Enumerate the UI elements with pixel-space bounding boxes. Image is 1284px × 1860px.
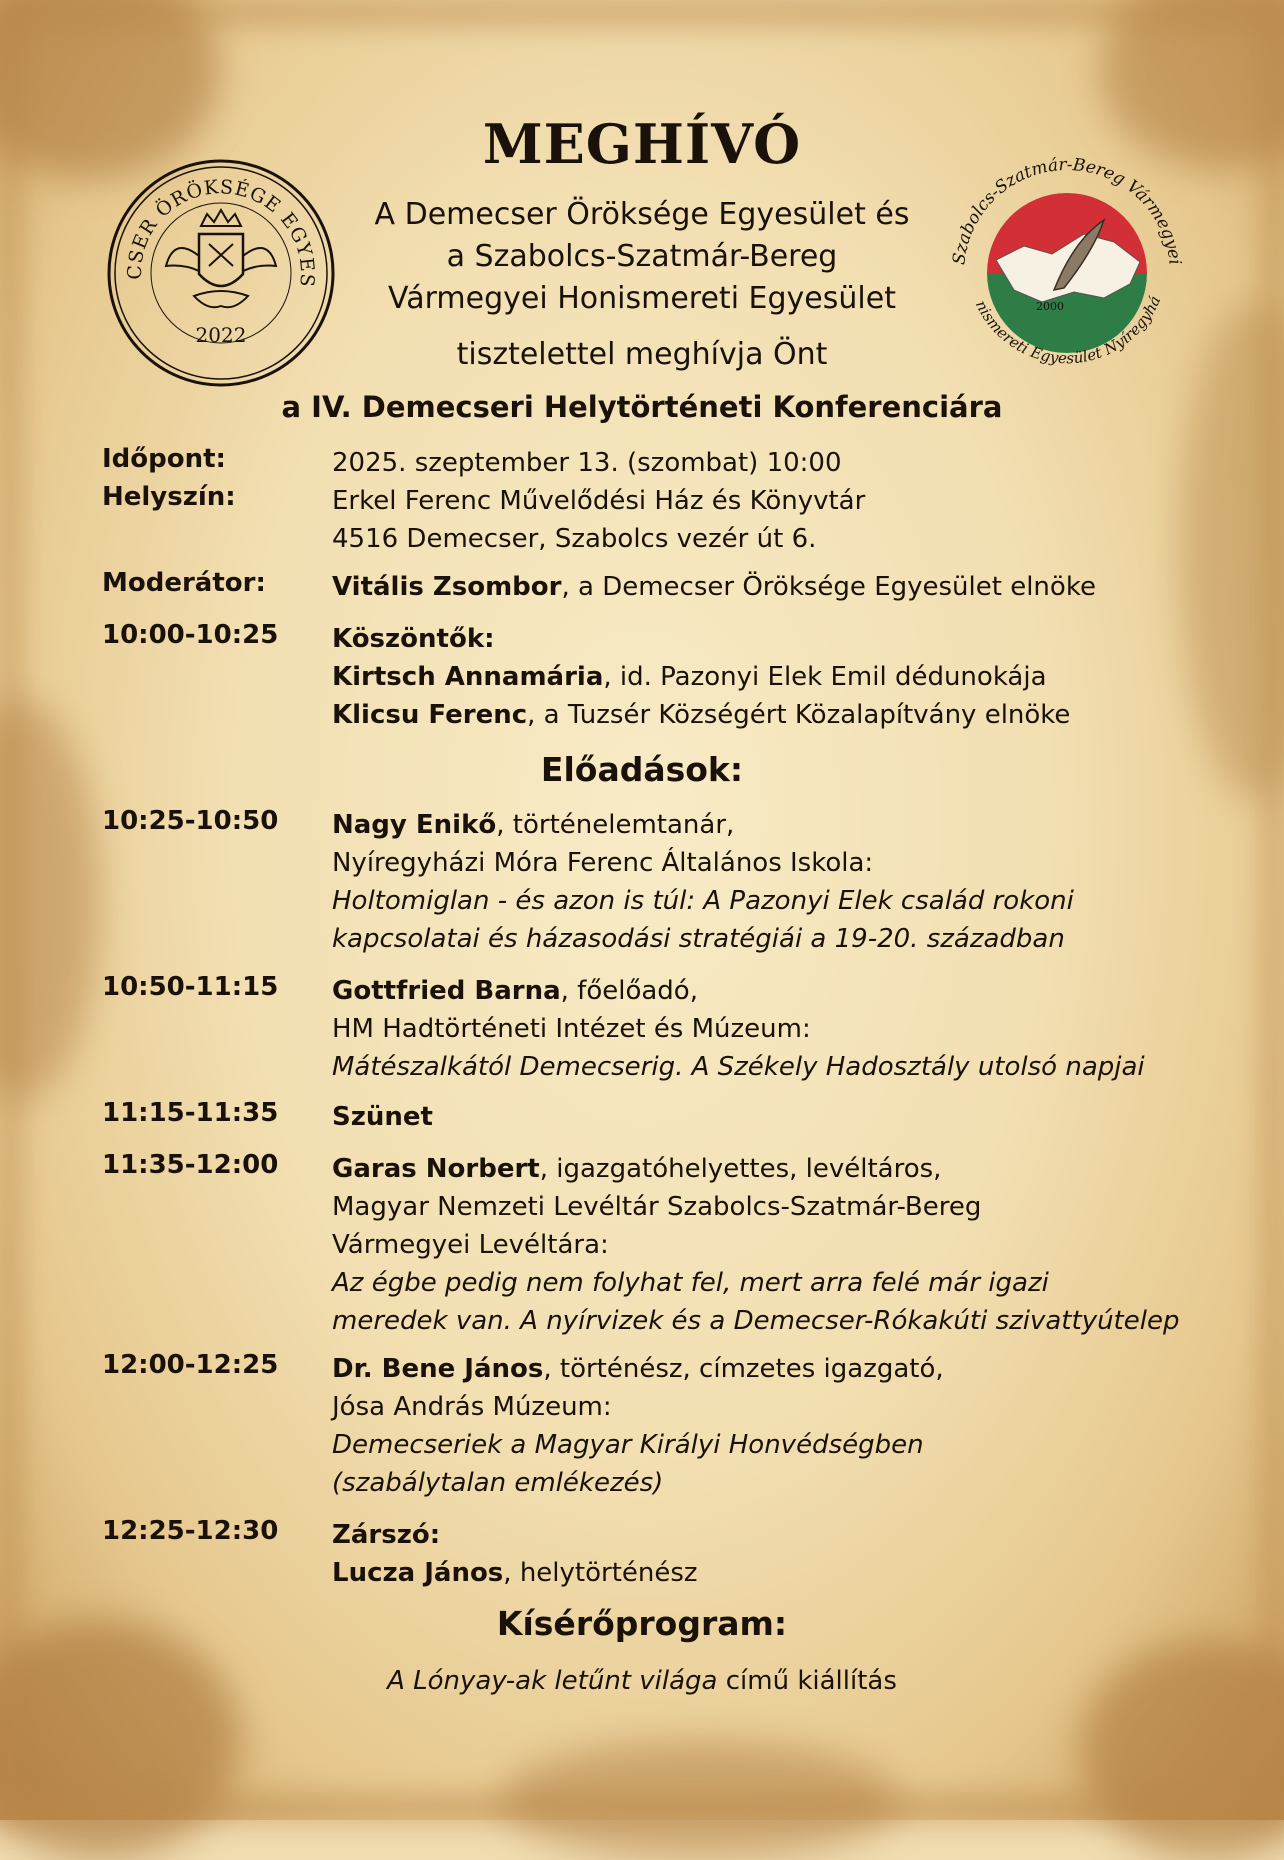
exhibition-suffix: című kiállítás	[717, 1666, 897, 1696]
place-label: Helyszín:	[102, 482, 236, 512]
welcome-speaker-2-name: Klicsu Ferenc	[332, 700, 528, 730]
lecturer-role: , történelemtanár,	[496, 810, 735, 840]
exhibition-title: A Lónyay-ak letűnt világa	[387, 1666, 718, 1696]
logo-right-year: 2000	[1036, 300, 1064, 313]
logo-left-year: 2022	[195, 323, 247, 347]
welcome-time: 10:00-10:25	[102, 620, 279, 650]
lecture-time: 10:25-10:50	[102, 806, 279, 836]
logo-left-arc-text: CSER ÖRÖKSÉGE EGYES	[123, 176, 319, 289]
lecture-title-line: Mátészalkától Demecserig. A Székely Hadosztály utolsó napjai	[332, 1052, 1145, 1082]
lecturer-role: , igazgatóhelyettes, levéltáros,	[539, 1154, 942, 1184]
place-line-2: 4516 Demecser, Szabolcs vezér út 6.	[332, 524, 817, 554]
lecturer-name: Garas Norbert	[332, 1154, 540, 1184]
lecturer-institution: Vármegyei Levéltára:	[332, 1230, 609, 1260]
lecturer-name: Dr. Bene János	[332, 1354, 544, 1384]
moderator-label: Moderátor:	[102, 568, 266, 598]
lecturer-role: , történész, címzetes igazgató,	[543, 1354, 944, 1384]
place-line-1: Erkel Ferenc Művelődési Ház és Könyvtár	[332, 486, 866, 516]
lectures-heading: Előadások:	[540, 750, 744, 789]
welcome-speaker-1-name: Kirtsch Annamária	[332, 662, 604, 692]
lecturer-institution: HM Hadtörténeti Intézet és Múzeum:	[332, 1014, 811, 1044]
demecser-heritage-logo	[104, 156, 338, 390]
break-label: Szünet	[332, 1102, 433, 1132]
lecture-time: 11:35-12:00	[102, 1150, 279, 1180]
lecture-title-line: Az égbe pedig nem folyhat fel, mert arra felé már igazi	[332, 1268, 1049, 1298]
break-time: 11:15-11:35	[102, 1098, 279, 1128]
side-program-line	[0, 1666, 1284, 1696]
conference-subtitle: a IV. Demecseri Helytörténeti Konferenciára	[281, 390, 1003, 424]
lecture-title-line: kapcsolatai és házasodási stratégiái a 19-20. században	[332, 924, 1065, 954]
lecturer-name: Nagy Enikő	[332, 810, 497, 840]
welcome-heading: Köszöntők:	[332, 624, 495, 654]
welcome-speaker-1-role: , id. Pazonyi Elek Emil dédunokája	[603, 662, 1047, 692]
lecturer-institution: Nyíregyházi Móra Ferenc Általános Iskola:	[332, 848, 874, 878]
moderator-name: Vitális Zsombor	[332, 572, 562, 602]
side-program-heading: Kísérőprogram:	[496, 1604, 788, 1643]
moderator-role: , a Demecser Öröksége Egyesület elnöke	[561, 572, 1096, 602]
lecturer-institution: Magyar Nemzeti Levéltár Szabolcs-Szatmár-Bereg	[332, 1192, 982, 1222]
intro-line-3: Vármegyei Honismereti Egyesület	[388, 281, 896, 316]
closing-speaker-name: Lucza János	[332, 1558, 504, 1588]
intro-line-2: a Szabolcs-Szatmár-Bereg	[446, 239, 838, 274]
date-value: 2025. szeptember 13. (szombat) 10:00	[332, 448, 842, 478]
welcome-speaker-2-role: , a Tuzsér Községért Közalapítvány elnöke	[527, 700, 1071, 730]
intro-line-1: A Demecser Öröksége Egyesület és	[374, 197, 910, 232]
lecturer-role: , főelőadó,	[560, 976, 698, 1006]
lecture-time: 10:50-11:15	[102, 972, 279, 1002]
lecture-title-line: (szabálytalan emlékezés)	[332, 1468, 664, 1498]
lecture-title-line: meredek van. A nyírvizek és a Demecser-Rókakúti szivattyútelep	[332, 1306, 1180, 1336]
closing-time: 12:25-12:30	[102, 1516, 279, 1546]
invitation-title: MEGHÍVÓ	[482, 112, 802, 176]
lecture-title-line: Holtomiglan - és azon is túl: A Pazonyi Elek család rokoni	[332, 886, 1074, 916]
lecture-time: 12:00-12:25	[102, 1350, 279, 1380]
logo-right-top-text: Szabolcs-Szatmár-Bereg Vármegyei	[949, 154, 1185, 266]
szabolcs-honismereti-logo	[944, 150, 1190, 396]
lecturer-institution: Jósa András Múzeum:	[332, 1392, 612, 1422]
logo-right-bottom-text: nismereti Egyesület Nyíregyhá	[971, 293, 1165, 368]
closing-heading: Zárszó:	[332, 1520, 441, 1550]
closing-speaker-role: , helytörténész	[503, 1558, 698, 1588]
lecturer-name: Gottfried Barna	[332, 976, 561, 1006]
lecture-title-line: Demecseriek a Magyar Királyi Honvédségben	[332, 1430, 924, 1460]
date-label: Időpont:	[102, 444, 226, 474]
intro-line-4: tisztelettel meghívja Önt	[456, 337, 828, 372]
